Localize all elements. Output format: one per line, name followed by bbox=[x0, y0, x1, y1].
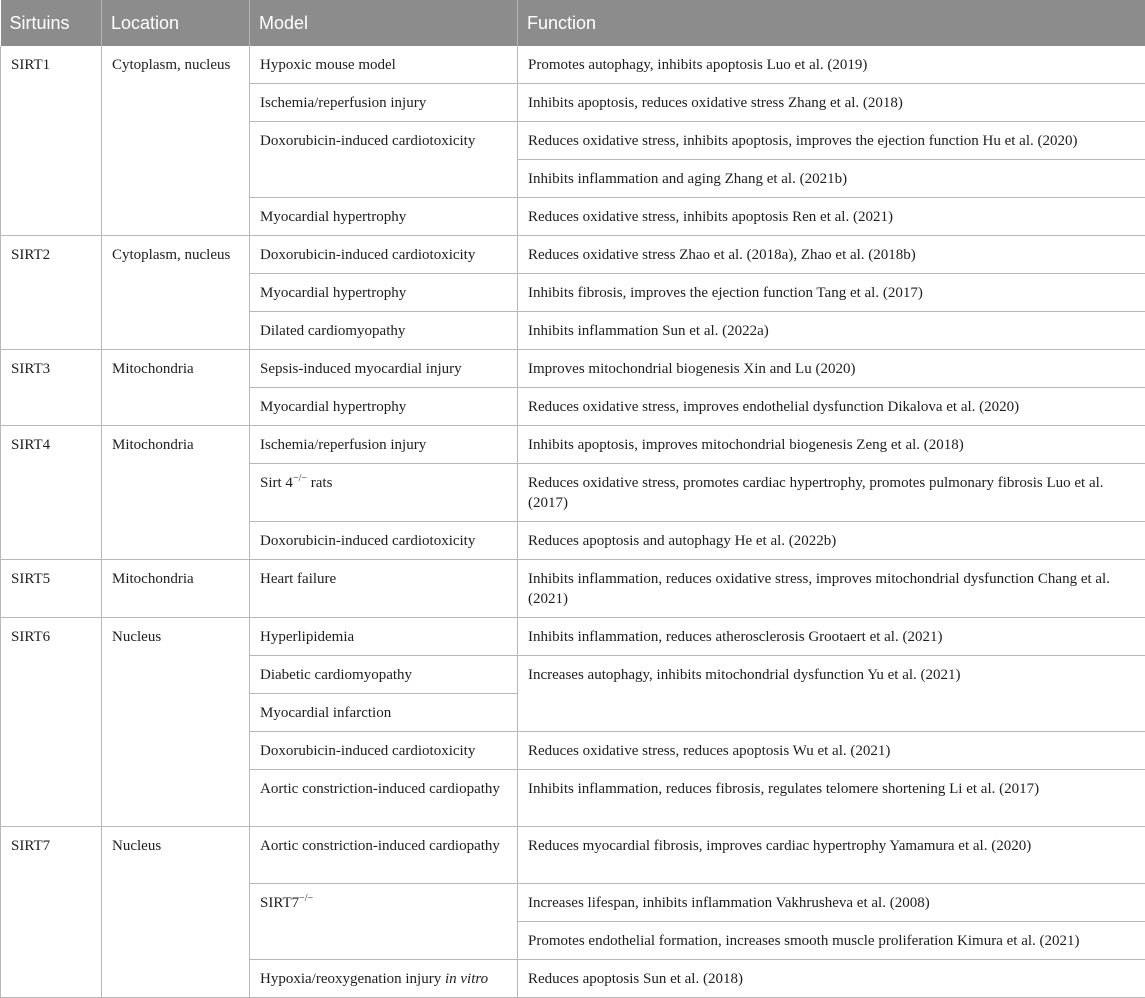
sirtuin-name: SIRT7 bbox=[1, 827, 102, 998]
header-location: Location bbox=[102, 0, 250, 46]
sirtuin-location: Nucleus bbox=[102, 618, 250, 827]
function-cell: Promotes endothelial formation, increases smooth muscle proliferation Kimura et al. (2021) bbox=[518, 922, 1145, 960]
sirtuin-location: Cytoplasm, nucleus bbox=[102, 236, 250, 350]
function-cell: Inhibits apoptosis, reduces oxidative stress Zhang et al. (2018) bbox=[518, 84, 1145, 122]
knockout-superscript: −/− bbox=[293, 473, 307, 484]
model-cell: Diabetic cardiomyopathy bbox=[250, 656, 518, 694]
model-cell bbox=[250, 960, 518, 998]
function-cell: Inhibits inflammation and aging Zhang et al. (2021b) bbox=[518, 160, 1145, 198]
model-cell: Doxorubicin-induced cardiotoxicity bbox=[250, 522, 518, 560]
sirtuin-name: SIRT3 bbox=[1, 350, 102, 426]
model-cell: Doxorubicin-induced cardiotoxicity bbox=[250, 122, 518, 198]
function-cell: Inhibits fibrosis, improves the ejection function Tang et al. (2017) bbox=[518, 274, 1145, 312]
function-cell: Inhibits inflammation, reduces oxidative stress, improves mitochondrial dysfunction Chang et al. (2021) bbox=[518, 560, 1145, 618]
model-cell: Hyperlipidemia bbox=[250, 618, 518, 656]
knockout-superscript: −/− bbox=[299, 893, 313, 904]
model-name: SIRT7 bbox=[260, 895, 299, 911]
function-cell: Inhibits inflammation, reduces fibrosis, regulates telomere shortening Li et al. (2017) bbox=[518, 770, 1145, 827]
model-cell: Ischemia/reperfusion injury bbox=[250, 426, 518, 464]
table-row bbox=[1, 560, 1145, 618]
table-row bbox=[1, 350, 1145, 388]
model-name: Sirt 4 bbox=[260, 475, 293, 491]
header-sirtuins: Sirtuins bbox=[1, 0, 102, 46]
model-cell: Myocardial infarction bbox=[250, 694, 518, 732]
model-name: Hypoxia/reoxygenation injury bbox=[260, 971, 445, 987]
model-cell: Dilated cardiomyopathy bbox=[250, 312, 518, 350]
sirtuin-name: SIRT6 bbox=[1, 618, 102, 827]
header-row bbox=[1, 0, 1145, 46]
function-cell: Reduces apoptosis Sun et al. (2018) bbox=[518, 960, 1145, 998]
model-cell: Myocardial hypertrophy bbox=[250, 388, 518, 426]
function-cell: Increases autophagy, inhibits mitochondrial dysfunction Yu et al. (2021) bbox=[518, 656, 1145, 732]
model-cell: Myocardial hypertrophy bbox=[250, 274, 518, 312]
sirtuin-location: Cytoplasm, nucleus bbox=[102, 46, 250, 236]
sirtuin-name: SIRT5 bbox=[1, 560, 102, 618]
function-cell: Promotes autophagy, inhibits apoptosis Luo et al. (2019) bbox=[518, 46, 1145, 84]
table-row bbox=[1, 827, 1145, 884]
model-cell: Myocardial hypertrophy bbox=[250, 198, 518, 236]
model-cell bbox=[250, 464, 518, 522]
sirtuin-location: Mitochondria bbox=[102, 426, 250, 560]
model-cell: Ischemia/reperfusion injury bbox=[250, 84, 518, 122]
function-cell: Inhibits inflammation, reduces atherosclerosis Grootaert et al. (2021) bbox=[518, 618, 1145, 656]
function-cell: Reduces oxidative stress, promotes cardiac hypertrophy, promotes pulmonary fibrosis Luo et al. (2017) bbox=[518, 464, 1145, 522]
model-cell: Heart failure bbox=[250, 560, 518, 618]
sirtuin-name: SIRT4 bbox=[1, 426, 102, 560]
model-suffix: rats bbox=[307, 475, 332, 491]
table-row bbox=[1, 236, 1145, 274]
function-cell: Reduces oxidative stress Zhao et al. (2018a), Zhao et al. (2018b) bbox=[518, 236, 1145, 274]
table-row bbox=[1, 426, 1145, 464]
function-cell: Reduces oxidative stress, improves endothelial dysfunction Dikalova et al. (2020) bbox=[518, 388, 1145, 426]
model-cell: Sepsis-induced myocardial injury bbox=[250, 350, 518, 388]
function-cell: Improves mitochondrial biogenesis Xin and Lu (2020) bbox=[518, 350, 1145, 388]
function-cell: Inhibits inflammation Sun et al. (2022a) bbox=[518, 312, 1145, 350]
model-cell bbox=[250, 884, 518, 960]
sirtuin-location: Mitochondria bbox=[102, 560, 250, 618]
function-cell: Reduces apoptosis and autophagy He et al. (2022b) bbox=[518, 522, 1145, 560]
function-cell: Reduces oxidative stress, reduces apoptosis Wu et al. (2021) bbox=[518, 732, 1145, 770]
table-row bbox=[1, 46, 1145, 84]
model-cell: Doxorubicin-induced cardiotoxicity bbox=[250, 732, 518, 770]
sirtuin-name: SIRT2 bbox=[1, 236, 102, 350]
in-vitro-italic: in vitro bbox=[445, 971, 488, 987]
function-cell: Reduces myocardial fibrosis, improves cardiac hypertrophy Yamamura et al. (2020) bbox=[518, 827, 1145, 884]
function-cell: Reduces oxidative stress, inhibits apoptosis Ren et al. (2021) bbox=[518, 198, 1145, 236]
function-cell: Inhibits apoptosis, improves mitochondrial biogenesis Zeng et al. (2018) bbox=[518, 426, 1145, 464]
header-model: Model bbox=[250, 0, 518, 46]
sirtuin-location: Nucleus bbox=[102, 827, 250, 998]
function-cell: Increases lifespan, inhibits inflammation Vakhrusheva et al. (2008) bbox=[518, 884, 1145, 922]
model-cell: Aortic constriction-induced cardiopathy bbox=[250, 770, 518, 827]
sirtuin-name: SIRT1 bbox=[1, 46, 102, 236]
header-function: Function bbox=[518, 0, 1145, 46]
model-cell: Doxorubicin-induced cardiotoxicity bbox=[250, 236, 518, 274]
table-row bbox=[1, 618, 1145, 656]
function-cell: Reduces oxidative stress, inhibits apoptosis, improves the ejection function Hu et al. (2020) bbox=[518, 122, 1145, 160]
sirtuin-location: Mitochondria bbox=[102, 350, 250, 426]
model-cell: Aortic constriction-induced cardiopathy bbox=[250, 827, 518, 884]
model-cell: Hypoxic mouse model bbox=[250, 46, 518, 84]
